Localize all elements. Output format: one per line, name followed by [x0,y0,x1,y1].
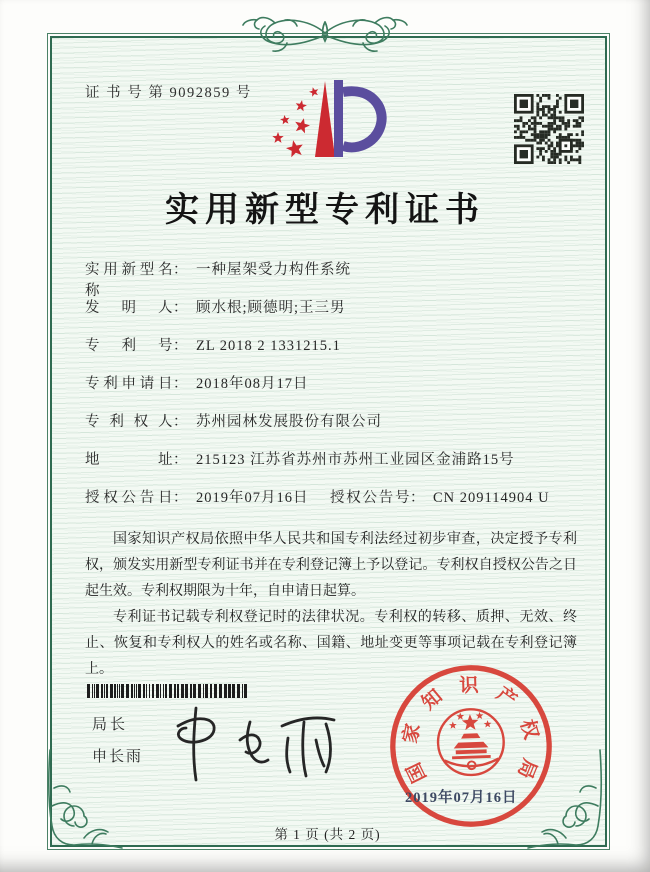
legal-paragraph-1: 国家知识产权局依照中华人民共和国专利法经过初步审查，决定授予专利权，颁发实用新型专利证书并在专利登记簿上予以登记。专利权自授权公告之日起生效。专利权期限为十年，自申请日起算。 [85,532,577,599]
field-row-filing-date [85,372,585,394]
field-value: CN 209114904 U [433,490,550,506]
logo-p-stem [334,80,343,157]
field-row-grant-date [85,486,585,508]
field-label: 专利号 [85,338,173,354]
svg-text:家: 家 [400,721,425,746]
top-flourish-ornament [227,13,423,55]
field-row-patentee [85,410,585,432]
field-label: 发明人 [85,300,173,316]
page-number-footer: 第 1 页 (共 2 页) [274,827,381,842]
certificate-number: 证 书 号 第 9092859 号 [85,85,252,101]
field-label: 专利权人 [85,414,173,430]
field-value: 2018年08月17日 [196,376,309,392]
field-label: 专利申请日 [85,376,173,392]
field-label: 授权公告号 [330,490,410,506]
logo-spire [315,81,335,157]
field-value: ZL 2018 2 1331215.1 [196,338,341,354]
field-grant-number [330,486,550,507]
logo-p-bowl [343,91,382,147]
field-value: 顾水根;顾德明;王三男 [196,300,346,316]
field-colon: ： [173,490,188,506]
qr-code [514,94,584,164]
field-row-name [85,258,585,299]
national-emblem [437,708,505,776]
field-colon: ： [173,376,188,392]
field-row-patent-number [85,334,585,356]
field-colon: ： [173,338,188,354]
field-label: 实用新型名称 [85,262,173,299]
field-label: 地址 [85,452,173,468]
svg-text:局: 局 [513,755,540,782]
field-colon: ： [173,452,188,468]
field-colon: ： [173,300,188,316]
commissioner-name: 申长雨 [92,749,144,765]
field-value: 苏州园林发展股份有限公司 [196,414,382,430]
svg-text:知: 知 [418,685,447,715]
cnipa-logo [268,76,388,168]
svg-text:识: 识 [458,675,479,698]
field-value: 一种屋架受力构件系统 [196,262,351,278]
certificate-title: 实用新型专利证书 [165,192,485,229]
field-colon: ： [410,490,425,506]
legal-paragraph-2: 专利证书记载专利权登记时的法律状况。专利权的转移、质押、无效、终止、恢复和专利权人的姓名或名称、国籍、地址变更等事项记载在专利登记簿上。 [85,610,577,677]
commissioner-title: 局长 [92,717,129,733]
field-colon: ： [173,262,188,278]
field-label: 授权公告日 [85,490,173,506]
field-colon: ： [173,414,188,430]
field-value: 2019年07月16日 [196,490,309,506]
svg-text:产: 产 [492,683,521,712]
svg-text:权: 权 [515,717,542,742]
legal-text [85,527,577,683]
commissioner-signature [158,696,353,788]
svg-text:国: 国 [403,758,431,786]
seal-date-stamp: 2019年07月16日 [405,790,518,806]
field-row-address [85,448,585,470]
field-row-inventors [85,296,585,318]
field-value: 215123 江苏省苏州市苏州工业园区金浦路15号 [196,452,515,468]
